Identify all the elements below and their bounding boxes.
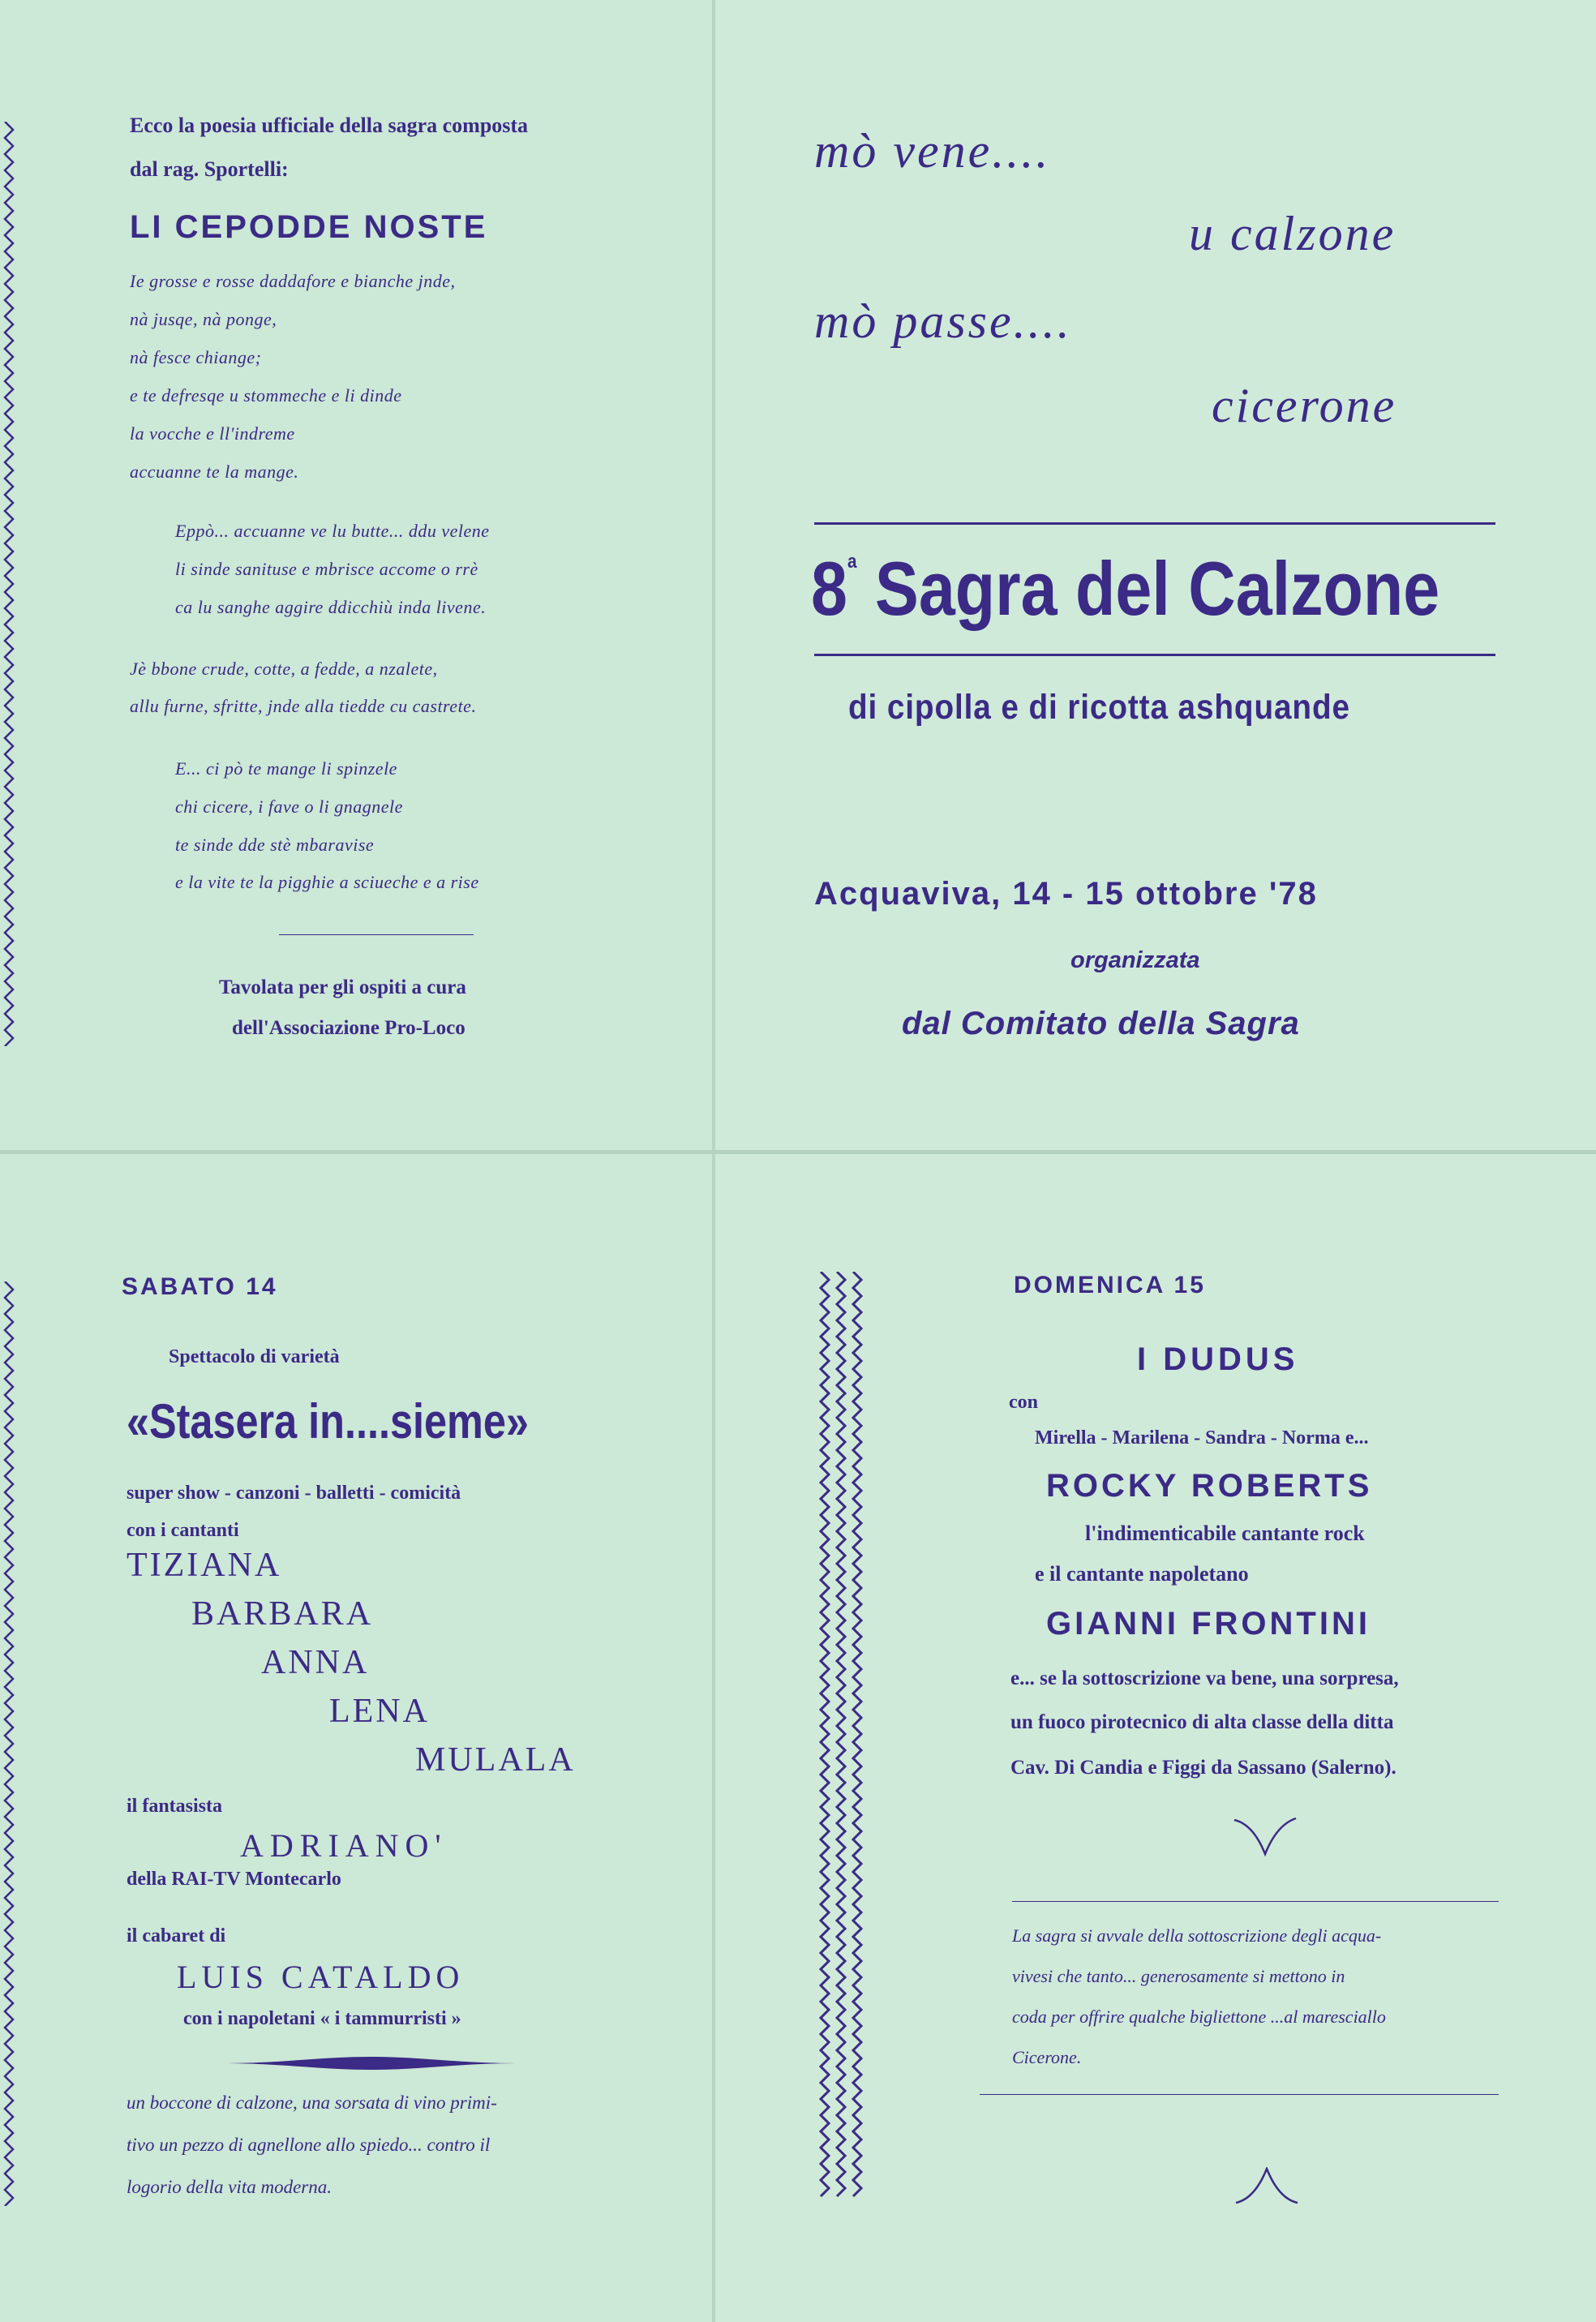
band-members: Mirella - Marilena - Sandra - Norma e...	[1035, 1427, 1369, 1449]
star-gianni-frontini: GIANNI FRONTINI	[1046, 1606, 1371, 1642]
note-line: Cicerone.	[1012, 2047, 1082, 2067]
note-line: coda per offrire qualche bigliettone ...al maresciallo	[1012, 2007, 1386, 2027]
star-rocky-roberts: ROCKY ROBERTS	[1046, 1468, 1373, 1504]
zigzag-border-top-left	[3, 122, 15, 1046]
title-rule-top	[814, 522, 1495, 525]
show-title: «Stasera in....sieme»	[127, 1394, 529, 1449]
closing-line: tivo un pezzo di agnellone allo spiedo... contro il	[127, 2135, 491, 2155]
cabaret-with: con i napoletani « i tammurristi »	[183, 2008, 461, 2029]
fantasist-name: ADRIANO'	[240, 1827, 448, 1864]
divider	[279, 934, 474, 935]
motto-line-3: mò passe....	[814, 294, 1072, 348]
ornament-divider	[221, 2054, 521, 2073]
poem-line: Jè bbone crude, cotte, a fedde, a nzalete,	[130, 659, 438, 679]
poem-title: LI CEPODDE NOSTE	[130, 209, 488, 245]
intro-line-1: Ecco la poesia ufficiale della sagra composta	[130, 114, 529, 137]
footer-line-2: dell'Associazione Pro-Loco	[232, 1017, 466, 1039]
festival-title: 8$^a$ Sagra del Calzone	[811, 546, 1440, 631]
intro-line-2: dal rag. Sportelli:	[130, 157, 289, 181]
poem-line: E... ci pò te mange li spinzele	[175, 758, 397, 779]
motto-line-4: cicerone	[1212, 379, 1397, 432]
singer-name: LENA	[329, 1693, 430, 1730]
star2-intro: e il cantante napoletano	[1035, 1562, 1249, 1586]
cabaret-name: LUIS CATALDO	[177, 1959, 465, 1995]
cabaret-intro: il cabaret di	[127, 1925, 226, 1946]
poem-line: ca lu sanghe aggire ddicchiù inda livene.	[175, 597, 487, 617]
singer-name: MULALA	[415, 1741, 576, 1779]
singers-intro: con i cantanti	[127, 1520, 239, 1541]
singer-name: TIZIANA	[127, 1547, 282, 1584]
with-label: con	[1009, 1392, 1038, 1413]
day-saturday: SABATO 14	[122, 1273, 278, 1300]
poem-line: Ie grosse e rosse daddafore e bianche jnde,	[130, 271, 456, 291]
show-kind: Spettacolo di varietà	[169, 1346, 340, 1367]
ornament-flourish	[1233, 1817, 1298, 1857]
show-description: super show - canzoni - balletti - comicità	[127, 1483, 461, 1504]
title-rule-bottom	[814, 654, 1495, 656]
poem-line: e te defresqe u stommeche e li dinde	[130, 385, 402, 406]
surprise-line: e... se la sottoscrizione va bene, una sorpresa,	[1010, 1667, 1399, 1689]
poem-line: allu furne, sfritte, jnde alla tiedde cu castrete.	[130, 696, 477, 716]
motto-line-1: mò vene....	[814, 124, 1051, 178]
poem-line: te sinde dde stè mbaravise	[175, 835, 375, 855]
divider	[980, 2094, 1499, 2095]
zigzag-border-bottom-left	[3, 1281, 15, 2206]
organized-label: organizzata	[1070, 947, 1200, 973]
closing-line: un boccone di calzone, una sorsata di vino primi-	[127, 2092, 497, 2113]
band-name: I DUDUS	[1137, 1341, 1299, 1377]
vertical-fold	[712, 0, 715, 2322]
poem-line: Eppò... accuanne ve lu butte... ddu velene	[175, 521, 490, 541]
closing-line: logorio della vita moderna.	[127, 2177, 332, 2197]
ornament-flourish-bottom	[1234, 2167, 1299, 2204]
day-sunday: DOMENICA 15	[1014, 1272, 1206, 1298]
surprise-line: Cav. Di Candia e Figgi da Sassano (Salerno).	[1010, 1757, 1396, 1779]
singer-name: ANNA	[261, 1644, 370, 1681]
poem-line: la vocche e ll'indreme	[130, 423, 295, 444]
star1-description: l'indimenticabile cantante rock	[1085, 1522, 1365, 1545]
poem-line: chi cicere, i fave o li gnagnele	[175, 796, 403, 817]
fantasist-intro: il fantasista	[127, 1796, 223, 1817]
poem-line: e la vite te la pigghie a sciueche e a rise	[175, 872, 479, 892]
organizer: dal Comitato della Sagra	[902, 1006, 1300, 1041]
poem-line: nà jusqe, nà ponge,	[130, 309, 277, 329]
festival-subtitle: di cipolla e di ricotta ashquande	[848, 688, 1350, 727]
poem-line: accuanne te la mange.	[130, 461, 299, 482]
surprise-line: un fuoco pirotecnico di alta classe della ditta	[1010, 1711, 1394, 1733]
footer-line-1: Tavolata per gli ospiti a cura	[219, 976, 466, 998]
divider	[1012, 1901, 1499, 1902]
horizontal-fold	[0, 1150, 1596, 1154]
poem-line: nà fesce chiange;	[130, 347, 262, 367]
zigzag-border-bottom-right	[817, 1272, 866, 2204]
place-date: Acquaviva, 14 - 15 ottobre '78	[814, 876, 1318, 912]
note-line: vivesi che tanto... generosamente si mettono in	[1012, 1966, 1345, 1986]
fantasist-from: della RAI-TV Montecarlo	[127, 1869, 341, 1890]
singer-name: BARBARA	[191, 1595, 374, 1633]
motto-line-2: u calzone	[1189, 207, 1396, 260]
poem-line: li sinde sanituse e mbrisce accome o rrè	[175, 559, 478, 579]
note-line: La sagra si avvale della sottoscrizione degli acqua-	[1012, 1925, 1382, 1946]
